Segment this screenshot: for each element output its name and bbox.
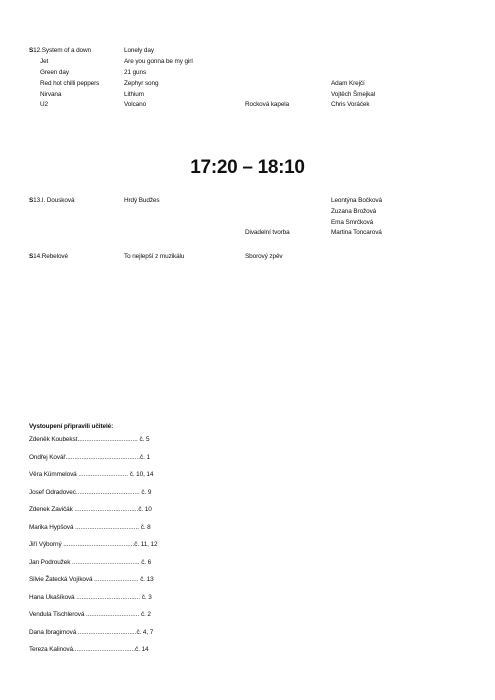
song: Volcano: [124, 101, 147, 108]
song: Lonely day: [124, 47, 154, 54]
student-name: Leontýna Bočková: [331, 197, 382, 204]
teacher-name: Ondřej Kovář: [29, 454, 66, 461]
teacher-entry: [29, 646, 149, 654]
item-numbers: č. 8: [140, 524, 151, 531]
student-name: Chris Voráček: [331, 101, 370, 108]
item-prefix: S: [29, 47, 34, 54]
performer: Nirvana: [40, 91, 62, 98]
genre: Sborový zpěv: [245, 253, 283, 260]
teacher-entry: [29, 454, 150, 462]
leader-dots: ..............................: [85, 611, 140, 618]
teacher-name: Zdeněk Koubek: [29, 436, 73, 443]
teacher-entry: [29, 611, 151, 619]
item-numbers: č. 2: [140, 611, 151, 618]
performer: 13.I. Dousková: [33, 197, 75, 204]
teacher-name: Zdenek Zavičák: [29, 506, 73, 513]
leader-dots: ......................................: [72, 559, 140, 566]
student-name: Martina Toncarová: [331, 229, 382, 236]
teacher-name: Věra Kümmelová: [29, 471, 77, 478]
performer: 14.Rebelové: [33, 253, 68, 260]
student-name: Vojtěch Šmejkal: [331, 91, 375, 98]
song: Lithium: [124, 91, 144, 98]
item-prefix: S: [29, 253, 34, 260]
performer: Red hot chilli peppers: [40, 80, 100, 87]
teacher-entry: [29, 506, 152, 514]
leader-dots: ........................................: [63, 541, 135, 548]
student-name: Zuzana Brožová: [331, 208, 377, 215]
item-numbers: č. 1: [140, 454, 150, 461]
student-name: Adam Krejčí: [331, 80, 365, 87]
teacher-name: Marika Hypšová: [29, 524, 74, 531]
teacher-name: Jiří Výborný: [29, 541, 62, 548]
teacher-entry: [29, 576, 154, 584]
performer: 12.System of a down: [33, 47, 91, 54]
student-name: Ema Smrčková: [331, 219, 374, 226]
genre: Divadelní tvorba: [245, 229, 290, 236]
teacher-entry: [29, 471, 153, 479]
teacher-name: Jan Podroužek: [29, 559, 71, 566]
performer: Green day: [40, 69, 69, 76]
item-numbers: č. 3: [141, 594, 152, 601]
teacher-entry: [29, 594, 152, 602]
item-numbers: č. 10: [138, 506, 152, 513]
item-numbers: č. 6: [141, 559, 152, 566]
teacher-name: Hana Ukašíková: [29, 594, 75, 601]
program-item-12: [29, 47, 91, 55]
performer: Jet: [40, 58, 49, 65]
teacher-entry: [29, 629, 153, 637]
leader-dots: ............................: [78, 471, 129, 478]
teacher-name: Vendula Tischlerová: [29, 611, 85, 618]
teacher-entry: [29, 436, 149, 444]
song: 21 guns: [124, 69, 147, 76]
leader-dots: .................................: [77, 629, 137, 636]
teacher-name: Dana Ibragimová: [29, 629, 77, 636]
leader-dots: ....................................: [75, 489, 140, 496]
leader-dots: ..........................................: [65, 454, 141, 461]
performer: U2: [40, 101, 48, 108]
item-numbers: č. 5: [139, 436, 150, 443]
leader-dots: st..................................: [72, 436, 138, 443]
teacher-entry: [29, 489, 151, 497]
leader-dots: ....................................: [75, 524, 140, 531]
item-prefix: S: [29, 197, 34, 204]
program-item-13: [29, 197, 74, 205]
genre: Rocková kapela: [245, 101, 290, 108]
item-numbers: č. 10, 14: [129, 471, 154, 478]
song: Are you gonna be my girl: [124, 58, 193, 65]
teacher-entry: [29, 541, 157, 549]
program-item-14: [29, 253, 68, 261]
song: Zephyr song: [124, 80, 159, 87]
leader-dots: ....................................: [74, 506, 139, 513]
time-heading: 17:20 – 18:10: [190, 157, 305, 178]
item-numbers: č. 11, 12: [134, 541, 158, 548]
leader-dots: .........................: [94, 576, 139, 583]
teacher-entry: [29, 524, 151, 532]
teacher-name: Silvie Žatecká Vojíková: [29, 576, 93, 583]
leader-dots: ...................................: [72, 646, 136, 653]
song: To nejlepší z muzikálu: [124, 253, 185, 260]
teacher-entry: [29, 559, 151, 567]
item-numbers: č. 4, 7: [136, 629, 154, 636]
song: Hrdý Budžes: [124, 197, 160, 204]
teacher-name: Josef Odradovec: [29, 489, 76, 496]
item-numbers: č. 13: [140, 576, 154, 583]
item-numbers: č. 14: [135, 646, 149, 653]
leader-dots: ....................................: [76, 594, 141, 601]
item-numbers: č. 9: [141, 489, 152, 496]
teachers-heading: Vystoupení připravili učitelé:: [29, 423, 114, 430]
teacher-name: Tereza Kalinová: [29, 646, 73, 653]
